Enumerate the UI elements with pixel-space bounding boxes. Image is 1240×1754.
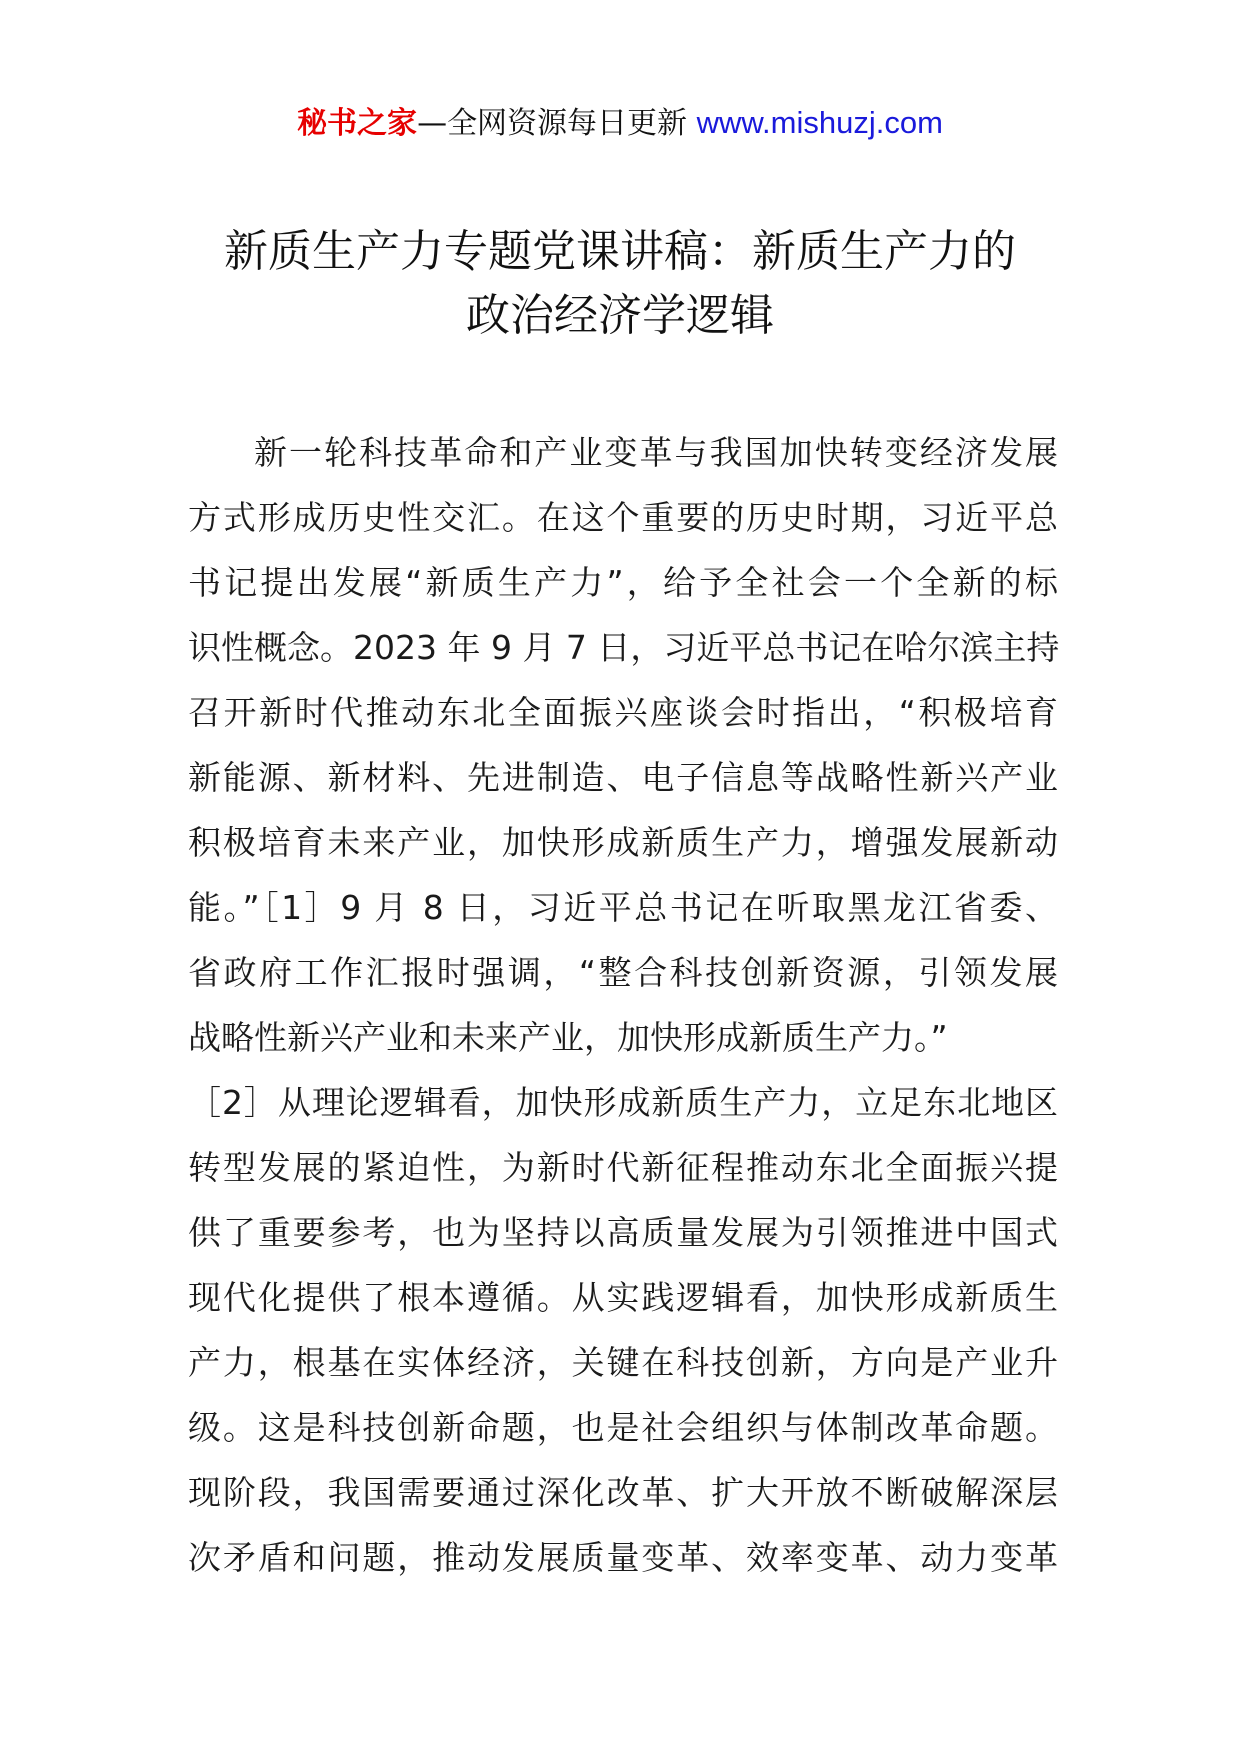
body-line: 次矛盾和问题，推动发展质量变革、效率变革、动力变革 <box>188 1538 1058 1577</box>
body-line: 转型发展的紧迫性，为新时代新征程推动东北全面振兴提 <box>188 1148 1058 1187</box>
site-header <box>0 100 1240 147</box>
brand-name: 秘书之家 <box>297 106 418 141</box>
body-line: 新能源、新材料、先进制造、电子信息等战略性新兴产业 <box>188 758 1058 797</box>
document-title <box>140 220 1100 348</box>
title-line-2: 政治经济学逻辑 <box>466 290 774 341</box>
title-line-1: 新质生产力专题党课讲稿：新质生产力的 <box>224 226 1016 277</box>
site-url-link[interactable]: www.mishuzj.com <box>696 105 943 140</box>
body-line: 战略性新兴产业和未来产业，加快形成新质生产力。” <box>188 1018 948 1057</box>
body-line: 产力，根基在实体经济，关键在科技创新，方向是产业升 <box>188 1343 1058 1382</box>
body-line: 召开新时代推动东北全面振兴座谈会时指出，“积极培育 <box>188 693 1058 732</box>
body-line: 能。”［1］9 月 8 日，习近平总书记在听取黑龙江省委、 <box>188 888 1058 927</box>
body-line: 方式形成历史性交汇。在这个重要的历史时期，习近平总 <box>188 498 1058 537</box>
header-tagline: —全网资源每日更新 <box>417 106 697 141</box>
body-line: 新一轮科技革命和产业变革与我国加快转变经济发展 <box>254 433 1058 472</box>
body-line: 现代化提供了根本遵循。从实践逻辑看，加快形成新质生 <box>188 1278 1058 1317</box>
body-line: 识性概念。2023 年 9 月 7 日，习近平总书记在哈尔滨主持 <box>188 628 1060 667</box>
body-line: 省政府工作汇报时强调，“整合科技创新资源，引领发展 <box>188 953 1058 992</box>
body-line: 积极培育未来产业，加快形成新质生产力，增强发展新动 <box>188 823 1058 862</box>
body-line: ［2］从理论逻辑看，加快形成新质生产力，立足东北地区 <box>188 1083 1058 1122</box>
body-line: 书记提出发展“新质生产力”，给予全社会一个全新的标 <box>188 563 1058 602</box>
body-paragraph <box>188 420 1058 1590</box>
body-line: 现阶段，我国需要通过深化改革、扩大开放不断破解深层 <box>188 1473 1058 1512</box>
body-line: 供了重要参考，也为坚持以高质量发展为引领推进中国式 <box>188 1213 1058 1252</box>
body-line: 级。这是科技创新命题，也是社会组织与体制改革命题。 <box>188 1408 1058 1447</box>
